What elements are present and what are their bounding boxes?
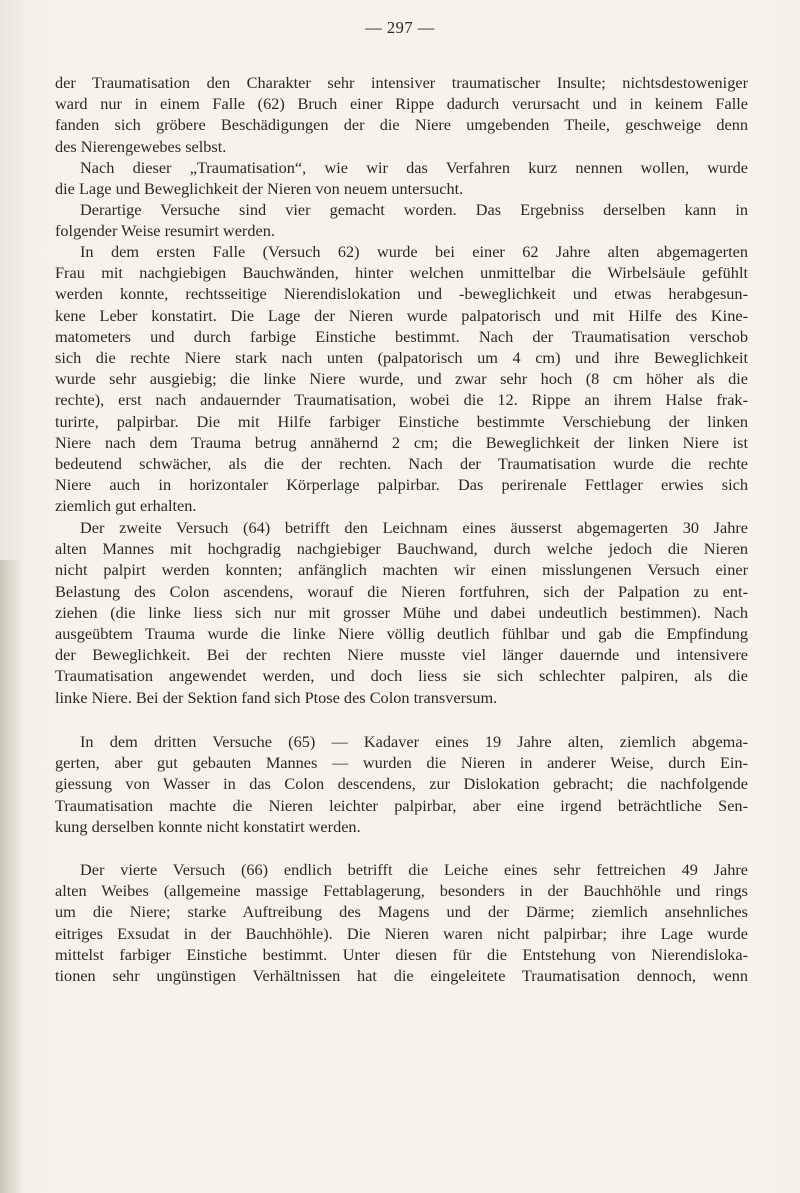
text-line: tionen sehr ungünstigen Verhältnissen hat die eingeleitete Traumatisation dennoch, wenn xyxy=(55,965,748,985)
text-line: linke Niere. Bei der Sektion fand sich Ptose des Colon transversum. xyxy=(55,687,498,707)
text-line: folgender Weise resumirt werden. xyxy=(55,221,275,241)
paragraph-2 xyxy=(55,157,748,199)
text-line: kene Leber konstatirt. Die Lage der Nieren wurde palpatorisch und mit Hilfe des Kine- xyxy=(55,305,748,325)
text-line: alten Mannes mit hochgradig nachgiebiger Bauchwand, durch welche jedoch die Nieren xyxy=(55,539,748,559)
text-line: Niere nach dem Trauma betrug annähernd 2 cm; die Beweglichkeit der linken Niere ist xyxy=(55,432,748,452)
text-line: Frau mit nachgiebigen Bauchwänden, hinter welchen unmittelbar die Wirbelsäule gefühlt xyxy=(55,263,748,283)
text-line: Derartige Versuche sind vier gemacht worden. Das Ergebniss derselben kann in xyxy=(80,200,748,219)
text-line: ward nur in einem Falle (62) Bruch einer Rippe dadurch verursacht und in keinem Falle xyxy=(55,94,748,114)
paragraph-4 xyxy=(55,241,748,516)
text-line: Traumatisation angewendet werden, und doch liess sie sich schlechter palpiren, als die xyxy=(55,666,748,686)
text-line: alten Weibes (allgemeine massige Fettablagerung, besonders in der Bauchhöhle und rings xyxy=(55,881,748,901)
text-line: giessung von Wasser in das Colon descendens, zur Dislokation gebracht; die nachfolgende xyxy=(55,774,748,794)
text-line: fanden sich gröbere Beschädigungen der die Niere umgebenden Theile, geschweige denn xyxy=(55,115,748,135)
text-line: rechte), erst nach andauernder Traumatisation, wobei die 12. Rippe an ihrem Halse frak- xyxy=(55,390,748,410)
text-line: Traumatisation machte die Nieren leichter palpirbar, aber eine irgend beträchtliche Sen- xyxy=(55,795,748,815)
text-line: eitriges Exsudat in der Bauchhöhle). Die Nieren waren nicht palpirbar; ihre Lage wurde xyxy=(55,923,748,943)
text-line: Nach dieser „Traumatisation“, wie wir das Verfahren kurz nennen wollen, wurde xyxy=(80,158,748,177)
text-line: ausgeübtem Trauma wurde die linke Niere völlig deutlich fühlbar und gab die Empfindung xyxy=(55,623,748,643)
paragraph-7 xyxy=(55,859,748,986)
text-line: bedeutend schwächer, als die der rechten. Nach der Traumatisation wurde die rechte xyxy=(55,453,748,473)
text-line: des Nierengewebes selbst. xyxy=(55,136,227,156)
paragraph-1 xyxy=(55,72,748,157)
binding-shadow xyxy=(0,560,22,1193)
text-line: ziehen (die linke liess sich nur mit grosser Mühe und dabei undeutlich bestimmen). Nach xyxy=(55,602,748,622)
page-number: — 297 — xyxy=(365,18,435,37)
paragraph-5 xyxy=(55,517,748,708)
text-line: Belastung des Colon ascendens, worauf die Nieren fortfuhren, sich der Palpation zu ent- xyxy=(55,581,748,601)
text-line: turirte, palpirbar. Die mit Hilfe farbiger Einstiche bestimmte Verschiebung der linken xyxy=(55,411,748,431)
text-line: der Traumatisation den Charakter sehr intensiver traumatischer Insulte; nichtsdestoweniger xyxy=(55,73,748,92)
text-line: der Beweglichkeit. Bei der rechten Niere musste viel länger dauernde und intensivere xyxy=(55,645,748,665)
text-line: Der vierte Versuch (66) endlich betrifft die Leiche eines sehr fettreichen 49 Jahre xyxy=(80,860,748,879)
text-line: gerten, aber gut gebauten Mannes — wurden die Nieren in anderer Weise, durch Ein- xyxy=(55,753,748,773)
text-line: kung derselben konnte nicht konstatirt werden. xyxy=(55,816,361,836)
text-line: wurde sehr ausgiebig; die linke Niere wurde, und zwar sehr hoch (8 cm höher als die xyxy=(55,369,748,389)
text-line: werden konnte, rechtsseitige Nierendislokation und -beweglichkeit und etwas herabgesun- xyxy=(55,284,748,304)
text-line: nicht palpirt werden konnten; anfänglich machten wir einen misslungenen Versuch einer xyxy=(55,560,748,580)
text-line: matometers und durch farbige Einstiche bestimmt. Nach der Traumatisation verschob xyxy=(55,326,748,346)
text-line: um die Niere; starke Auftreibung des Magens und der Därme; ziemlich ansehnliches xyxy=(55,902,748,922)
text-line: die Lage und Beweglichkeit der Nieren von neuem untersucht. xyxy=(55,179,464,199)
paragraph-6 xyxy=(55,731,748,837)
text-line: In dem ersten Falle (Versuch 62) wurde bei einer 62 Jahre alten abgemagerten xyxy=(80,242,748,261)
text-line: Niere auch in horizontaler Körperlage palpirbar. Das perirenale Fettlager erwies sich xyxy=(55,475,748,495)
text-line: Der zweite Versuch (64) betrifft den Leichnam eines äusserst abgemagerten 30 Jahre xyxy=(80,518,748,537)
text-line: sich die rechte Niere stark nach unten (palpatorisch um 4 cm) und ihre Beweglichkeit xyxy=(55,347,748,367)
text-line: In dem dritten Versuche (65) — Kadaver eines 19 Jahre alten, ziemlich abgema- xyxy=(80,732,748,751)
paragraph-3 xyxy=(55,199,748,241)
text-line: ziemlich gut erhalten. xyxy=(55,496,197,516)
text-line: mittelst farbiger Einstiche bestimmt. Unter diesen für die Entstehung von Nierendisloka- xyxy=(55,944,748,964)
